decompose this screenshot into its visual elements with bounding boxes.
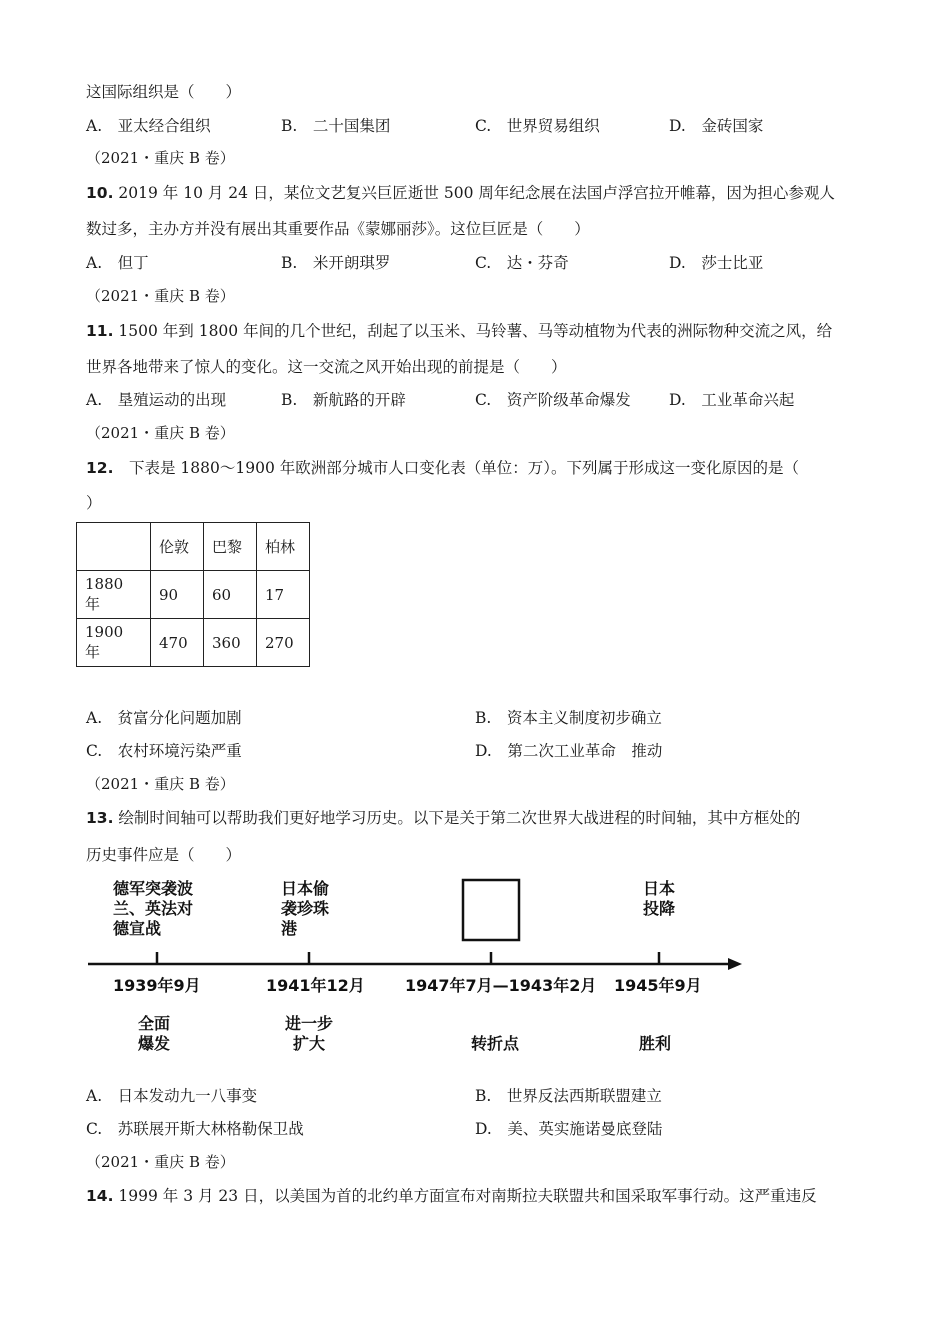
- q13-option-b[interactable]: B. 世界反法西斯联盟建立: [475, 1087, 662, 1105]
- event-above-1-line1: 德军突袭波: [113, 879, 194, 898]
- q12-stem-line2: ）: [86, 494, 102, 512]
- event-above-2-line2: 袭珍珠: [281, 899, 330, 918]
- q10-source: （2021・重庆 B 卷）: [86, 287, 235, 305]
- q12-option-a[interactable]: A. 贫富分化问题加剧: [86, 709, 242, 727]
- stage-below-4: 胜利: [639, 1034, 672, 1053]
- timeline-date-3: 1947年7月—1943年2月: [405, 976, 597, 995]
- timeline-date-2: 1941年12月: [266, 976, 365, 995]
- table-cell: 360: [204, 619, 257, 667]
- stage-below-2-line1: 进一步: [285, 1014, 334, 1033]
- table-cell: 60: [204, 571, 257, 619]
- event-above-1-line2: 兰、英法对: [113, 899, 194, 918]
- q9-option-d[interactable]: D. 金砖国家: [669, 117, 764, 135]
- q12-option-d[interactable]: D. 第二次工业革命 推动: [475, 742, 663, 760]
- q13-option-d[interactable]: D. 美、英实施诺曼底登陆: [475, 1120, 663, 1138]
- event-above-2-line3: 港: [281, 919, 298, 938]
- timeline-arrow-icon: [728, 958, 742, 970]
- table-cell: 270: [257, 619, 310, 667]
- q11-option-a[interactable]: A. 垦殖运动的出现: [86, 391, 227, 409]
- table-row: [77, 571, 310, 619]
- timeline-date-1: 1939年9月: [113, 976, 201, 995]
- table-row: [77, 619, 310, 667]
- timeline-date-4: 1945年9月: [614, 976, 702, 995]
- q11-option-d[interactable]: D. 工业革命兴起: [669, 391, 795, 409]
- q12-source: （2021・重庆 B 卷）: [86, 775, 235, 793]
- q10-option-a[interactable]: A. 但丁: [86, 254, 149, 272]
- table-cell: 1900 年: [77, 619, 151, 667]
- q12-stem-line1: 12. 下表是 1880～1900 年欧洲部分城市人口变化表（单位：万）。下列属于形成这一变化原因的是（: [86, 459, 799, 477]
- q10-stem-line1: 10. 2019 年 10 月 24 日，某位文艺复兴巨匠逝世 500 周年纪念展在法国卢浮宫拉开帷幕，因为担心参观人: [86, 184, 835, 202]
- q9-option-c[interactable]: C. 世界贸易组织: [475, 117, 600, 135]
- stage-below-1-line1: 全面: [138, 1014, 171, 1033]
- table-header-row: [77, 523, 310, 571]
- table-header-cell: 巴黎: [204, 523, 257, 571]
- table-header-cell: [77, 523, 151, 571]
- q10-number: 10.: [86, 184, 114, 202]
- q10-option-c[interactable]: C. 达・芬奇: [475, 254, 569, 272]
- q9-stem: 这国际组织是（ ）: [86, 83, 242, 101]
- q11-number: 11.: [86, 322, 114, 340]
- blank-answer-box: [463, 880, 519, 940]
- table-cell: 1880 年: [77, 571, 151, 619]
- q10-option-b[interactable]: B. 米开朗琪罗: [281, 254, 391, 272]
- stage-below-3: 转折点: [471, 1034, 520, 1053]
- q11-stem-line2: 世界各地带来了惊人的变化。这一交流之风开始出现的前提是（ ）: [86, 358, 567, 376]
- q13-source: （2021・重庆 B 卷）: [86, 1153, 235, 1171]
- q12-option-c[interactable]: C. 农村环境污染严重: [86, 742, 242, 760]
- event-above-3-line1: 日本: [643, 879, 676, 898]
- q13-option-c[interactable]: C. 苏联展开斯大林格勒保卫战: [86, 1120, 304, 1138]
- q12-number: 12.: [86, 459, 114, 477]
- q13-stem-line2: 历史事件应是（ ）: [86, 846, 242, 864]
- table-header-cell: 柏林: [257, 523, 310, 571]
- q13-option-a[interactable]: A. 日本发动九一八事变: [86, 1087, 258, 1105]
- stage-below-2-line2: 扩大: [293, 1034, 326, 1053]
- event-above-2-line1: 日本偷: [281, 879, 330, 898]
- event-above-1-line3: 德宣战: [113, 919, 162, 938]
- q10-option-d[interactable]: D. 莎士比亚: [669, 254, 764, 272]
- stage-below-1-line2: 爆发: [138, 1034, 171, 1053]
- event-above-3-line2: 投降: [643, 899, 676, 918]
- q10-stem-line2: 数过多，主办方并没有展出其重要作品《蒙娜丽莎》。这位巨匠是（ ）: [86, 220, 590, 238]
- q13-stem-line1: 13. 绘制时间轴可以帮助我们更好地学习历史。以下是关于第二次世界大战进程的时间轴，其中方框处的: [86, 809, 801, 827]
- q11-source: （2021・重庆 B 卷）: [86, 424, 235, 442]
- q14-stem-line1: 14. 1999 年 3 月 23 日，以美国为首的北约单方面宣布对南斯拉夫联盟共和国采取军事行动。这严重违反: [86, 1187, 817, 1205]
- q9-option-b[interactable]: B. 二十国集团: [281, 117, 391, 135]
- q9-option-a[interactable]: A. 亚太经合组织: [86, 117, 211, 135]
- q12-option-b[interactable]: B. 资本主义制度初步确立: [475, 709, 662, 727]
- q13-number: 13.: [86, 809, 114, 827]
- q11-stem-line1: 11. 1500 年到 1800 年间的几个世纪，刮起了以玉米、马铃薯、马等动植物为代表的洲际物种交流之风，给: [86, 322, 833, 340]
- q11-option-c[interactable]: C. 资产阶级革命爆发: [475, 391, 631, 409]
- table-cell: 17: [257, 571, 310, 619]
- table-cell: 470: [151, 619, 204, 667]
- ww2-timeline: [80, 872, 750, 1062]
- table-cell: 90: [151, 571, 204, 619]
- table-header-cell: 伦敦: [151, 523, 204, 571]
- q14-number: 14.: [86, 1187, 114, 1205]
- population-table: [76, 522, 310, 667]
- q11-option-b[interactable]: B. 新航路的开辟: [281, 391, 406, 409]
- q9-source: （2021・重庆 B 卷）: [86, 149, 235, 167]
